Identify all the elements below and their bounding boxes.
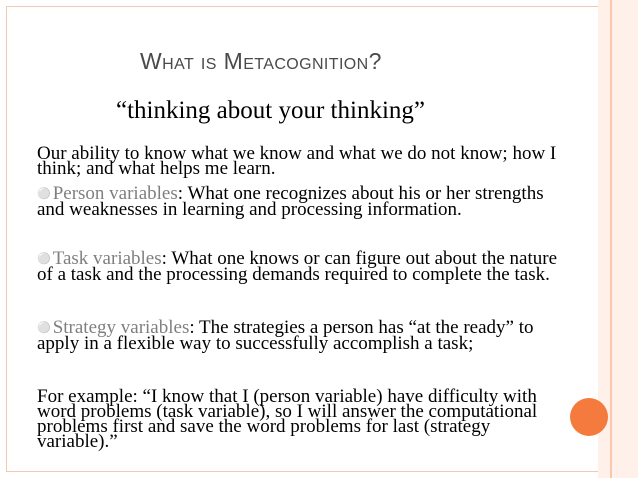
bullet-text: : The strategies a person has “at the ready” to apply in a flexible way to successfully accomplish a task;: [37, 317, 534, 354]
example-text: For example: “I know that I (person variable) have difficulty with word problems (task variable), so I will answer the computational problems first and save the word problems for last (strategy variable).”: [37, 386, 538, 452]
title-space-2: [217, 48, 224, 74]
circle-bullet-icon: ⚪: [37, 188, 51, 200]
slide-quote: “thinking about your thinking”: [116, 97, 425, 124]
title-question-mark: ?: [368, 48, 382, 74]
definition-block: [37, 143, 567, 179]
example-block: [37, 386, 567, 452]
right-accent-line: [610, 0, 612, 478]
slide-title: [140, 48, 500, 75]
bullet-label: Person variables: [52, 183, 178, 204]
bullet-text: : What one recognizes about his or her strengths and weaknesses in learning and processing information.: [37, 183, 544, 220]
bullet-text: : What one knows or can figure out about the nature of a task and the processing demands required to complete the task.: [37, 248, 558, 285]
circle-bullet-icon: ⚪: [37, 322, 51, 334]
definition-text: Our ability to know what we know and what we do not know; how I think; and what helps me learn.: [37, 143, 557, 179]
title-text-is: IS: [200, 56, 217, 73]
bullet-label: Strategy variables: [52, 317, 190, 338]
title-space-1: [194, 48, 201, 74]
bullet-label: Task variables: [52, 248, 162, 269]
title-text-hat: HAT: [162, 56, 195, 73]
orange-circle-icon: [570, 398, 608, 436]
bullet-row: [37, 317, 567, 354]
bullet-strategy-variables: [37, 317, 567, 354]
title-text-etacognition: ETACOGNITION: [243, 56, 369, 73]
bullet-person-variables: [37, 183, 567, 220]
title-letter-w: W: [140, 48, 163, 74]
title-letter-m: M: [223, 48, 244, 74]
bullet-row: [37, 248, 567, 285]
bullet-task-variables: [37, 248, 567, 285]
circle-bullet-icon: ⚪: [37, 253, 51, 265]
bullet-row: [37, 183, 567, 220]
